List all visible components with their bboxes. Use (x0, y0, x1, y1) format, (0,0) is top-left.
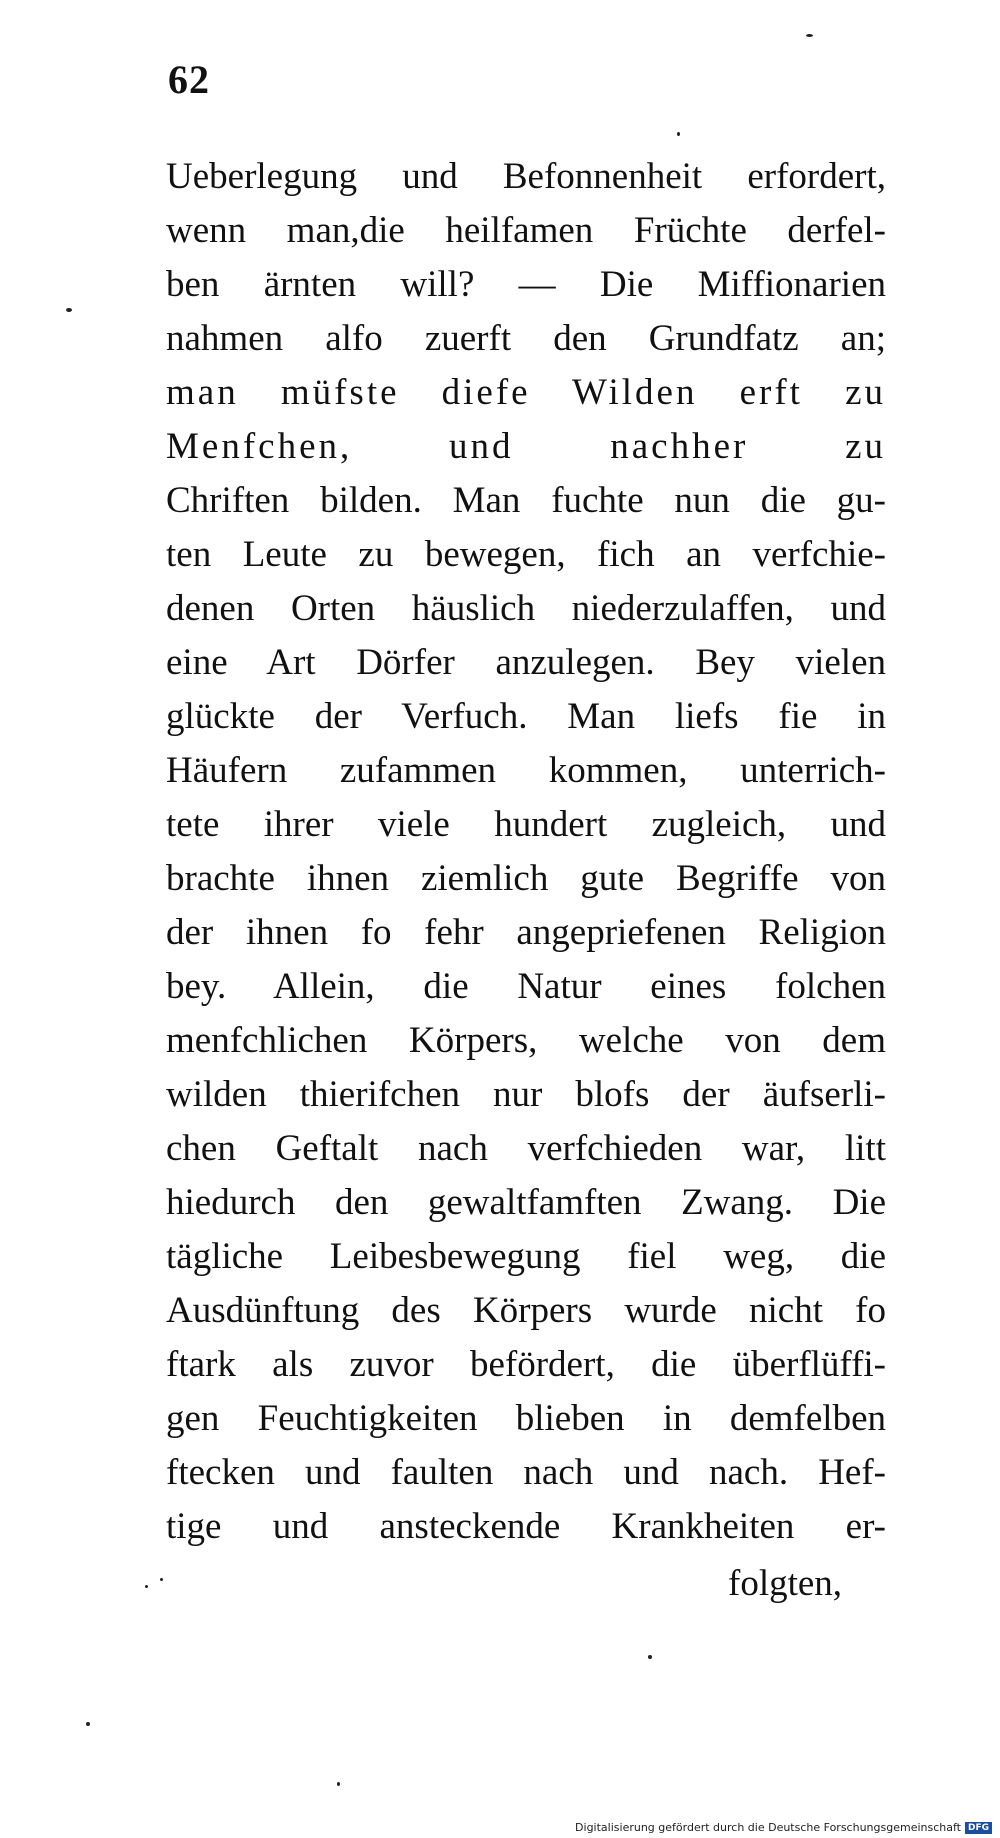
scan-speck (337, 1782, 340, 1786)
text-line-emphasis: Menfchen, und nachher zu (166, 426, 886, 467)
catchword: folgten, (728, 1563, 843, 1604)
text-line: wenn man,die heilfamen Früchte derfel- (166, 210, 886, 251)
credit-text: Digitalisierung gefördert durch die Deutsche Forschungsgemeinschaft (575, 1821, 961, 1834)
text-line: tete ihrer viele hundert zugleich, und (166, 804, 886, 845)
text-line: tägliche Leibesbewegung fiel weg, die (166, 1236, 886, 1277)
text-line: brachte ihnen ziemlich gute Begriffe von (166, 858, 886, 899)
text-line: ten Leute zu bewegen, fich an verfchie- (166, 534, 886, 575)
text-line: chen Geftalt nach verfchieden war, litt (166, 1128, 886, 1169)
text-line: bey. Allein, die Natur eines folchen (166, 966, 886, 1007)
text-line: gen Feuchtigkeiten blieben in demfelben (166, 1398, 886, 1439)
text-line: hiedurch den gewaltfamften Zwang. Die (166, 1182, 886, 1223)
text-line: Häufern zufammen kommen, unterrich- (166, 750, 886, 791)
body-text (166, 150, 886, 1554)
dfg-logo: DFG (965, 1822, 992, 1834)
text-line: Chriften bilden. Man fuchte nun die gu- (166, 480, 886, 521)
text-line: tige und ansteckende Krankheiten er- (166, 1506, 886, 1547)
scan-speck (66, 308, 72, 312)
text-line: ftark als zuvor befördert, die überflüffi- (166, 1344, 886, 1385)
text-line: ben ärnten will? — Die Miffionarien (166, 264, 886, 305)
text-line: der ihnen fo fehr angepriefenen Religion (166, 912, 886, 953)
text-line: menfchlichen Körpers, welche von dem (166, 1020, 886, 1061)
text-line: denen Orten häuslich niederzulaffen, und (166, 588, 886, 629)
text-line: Ueberlegung und Befonnenheit erfordert, (166, 156, 886, 197)
digitization-credit (575, 1821, 992, 1834)
text-line: glückte der Verfuch. Man liefs fie in (166, 696, 886, 737)
text-line: wilden thierifchen nur blofs der äufserli- (166, 1074, 886, 1115)
scan-speck (677, 132, 680, 136)
page-number: 62 (168, 57, 210, 102)
scan-speck (160, 1578, 163, 1581)
text-line: nahmen alfo zuerft den Grundfatz an; (166, 318, 886, 359)
scan-speck (806, 34, 813, 37)
scan-speck (86, 1722, 90, 1726)
text-line-emphasis: man müfste diefe Wilden erft zu (166, 372, 886, 413)
scan-speck (145, 1585, 148, 1588)
text-line: eine Art Dörfer anzulegen. Bey vielen (166, 642, 886, 683)
text-line: Ausdünftung des Körpers wurde nicht fo (166, 1290, 886, 1331)
text-line: ftecken und faulten nach und nach. Hef- (166, 1452, 886, 1493)
scan-speck (648, 1655, 652, 1659)
